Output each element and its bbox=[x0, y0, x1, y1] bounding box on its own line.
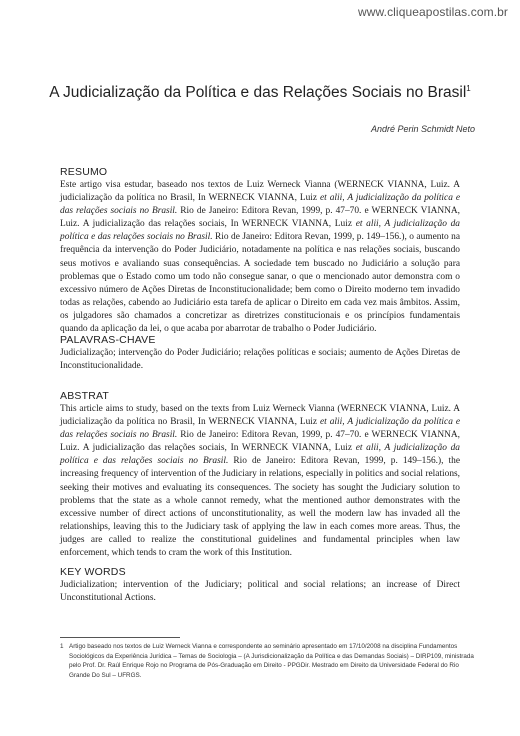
abstrat-run: Rio de Janeiro: Editora Revan, 1999, p. 149–156.), the increasing frequency of intervention of the Judiciary in relations, especially in politics and social relations, seeking their motives and evaluating its consequences. The society has sought the Judiciary solution to problems that the state as a whole cannot remedy, what the mentioned author demonstrates with the excessive number of direct actions of unconstitutionality, as well the modern law has invaded all the relationships, leaving this to the Judiciary task of applying the law in each comes more areas. Thus, the judges are called to realize the constitutional guidelines and fundamental principles when law enforcement, which tends to cram the work of this Institution. bbox=[60, 456, 460, 559]
key-words-section bbox=[60, 566, 460, 605]
resumo-run: Rio de Janeiro: Editora Revan, 1999, p. 47–70. e WERNECK VIANNA, Luiz. A judicialização das relações sociais, In WERNECK VIANNA, Luiz bbox=[60, 206, 460, 230]
footnote-mark: 1 bbox=[60, 643, 64, 650]
abstrat-run: This article aims to study, based on the texts from Luiz Werneck Vianna (WERNECK VIANNA, Luiz. A judicialização da política no Brasil, In WERNECK VIANNA, Luiz bbox=[60, 404, 460, 428]
resumo-citation-italic: et alii, A judicialização da política e das relações sociais no Brasil. bbox=[60, 219, 460, 243]
key-words-text: Judicialization; intervention of the Judiciary; political and social relations; an increase of Direct Unconstitutional Actions. bbox=[60, 580, 460, 604]
resumo-heading: RESUMO bbox=[60, 166, 108, 178]
footnote bbox=[60, 642, 474, 680]
abstrat-paragraph bbox=[60, 403, 460, 560]
palavras-chave-section bbox=[60, 334, 460, 373]
author-name: André Perin Schmidt Neto bbox=[370, 124, 475, 134]
abstrat-heading: ABSTRAT bbox=[60, 390, 110, 402]
resumo-run: Rio de Janeiro: Editora Revan, 1999, p. 149–156.), o aumento na frequência da intervenção do Poder Judiciário, notadamente na política e nas relações sociais, buscando seus motivos e avaliando suas consequências. A sociedade tem buscado no Judiciário a solução para problemas que o Estado como um todo não consegue sanar, o que o mencionado autor demonstra com o excessivo número de Ações Diretas de Inconstitucionalidade; bem como o Direito moderno tem invadido todas as relações, cabendo ao Judiciário esta tarefa de aplicar o Direito em cada vez mais âmbitos. Assim, os julgadores são chamados a concretizar as diretrizes constitucionais e os princípios fundamentais quando da aplicação da lei, o que acaba por abarrotar de trabalho o Poder Judiciário. bbox=[60, 232, 461, 335]
palavras-chave-heading: PALAVRAS-CHAVE bbox=[60, 334, 156, 346]
key-words-heading: KEY WORDS bbox=[60, 566, 126, 578]
resumo-paragraph bbox=[60, 179, 460, 336]
paper-title bbox=[40, 84, 480, 102]
abstrat-run: Rio de Janeiro: Editora Revan, 1999, p. 47–70. e WERNECK VIANNA, Luiz. A judicialização das relações sociais, In WERNECK VIANNA, Luiz bbox=[60, 430, 460, 454]
title-footnote-mark: 1 bbox=[466, 84, 471, 93]
palavras-chave-text: Judicialização; intervenção do Poder Judiciário; relações políticas e sociais; aumento de Ações Diretas de Inconstitucionalidade. bbox=[60, 348, 460, 372]
resumo-citation-italic: et alii, A judicialização da política e das relações sociais no Brasil. bbox=[60, 193, 460, 217]
resumo-section bbox=[60, 166, 460, 336]
footnote-text: Artigo baseado nos textos de Luiz Werneck Vianna e correspondente ao seminário apresentado em 17/10/2008 na disciplina Fundamentos Sociológicos da Experiência Jurídica – Temas de Sociologia – (A Jurisdicionalização da Política e das Demandas Sociais) – DIRP109, ministrada pelo Prof. Dr. Raúl Enrique Rojo no Programa de Pós-Graduação em Direito - PPGDir. Mestrado em Direito da Universidade Federal do Rio Grande Do Sul – UFRGS. bbox=[69, 643, 474, 679]
footnote-divider bbox=[60, 637, 180, 638]
abstrat-citation-italic: et alii, A judicialização da política e das relações sociais no Brasil. bbox=[60, 417, 460, 441]
watermark: www.cliqueapostilas.com.br bbox=[358, 5, 508, 19]
paper-title-text: A Judicialização da Política e das Relações Sociais no Brasil bbox=[49, 84, 467, 102]
resumo-run: Este artigo visa estudar, baseado nos textos de Luiz Werneck Vianna (WERNECK VIANNA, Luiz. A judicialização da política no Brasil, In WERNECK VIANNA, Luiz bbox=[60, 180, 460, 204]
abstrat-section bbox=[60, 390, 460, 560]
abstrat-citation-italic: et alii, A judicialização da política e das relações sociais no Brasil. bbox=[60, 443, 460, 467]
